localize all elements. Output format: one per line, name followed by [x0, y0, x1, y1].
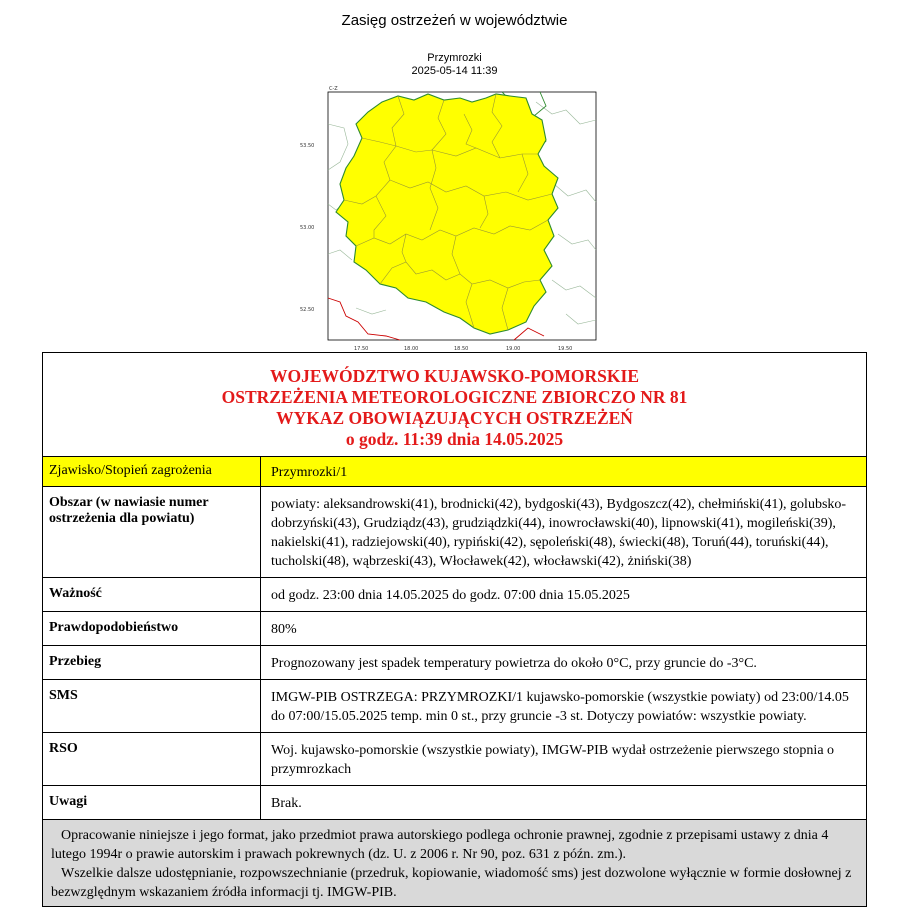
lon-label: 19.50	[558, 346, 573, 352]
lon-label: 19.00	[506, 346, 521, 352]
row-area	[43, 487, 867, 578]
warning-header	[43, 353, 867, 457]
warning-table	[42, 352, 867, 907]
header-datetime: o godz. 11:39 dnia 14.05.2025	[345, 429, 564, 449]
row-label: Przebieg	[43, 646, 261, 680]
row-value: Przymrozki/1	[261, 457, 867, 487]
row-label: Zjawisko/Stopień zagrożenia	[43, 457, 261, 487]
map-svg	[296, 84, 612, 356]
lat-label: 53.50	[300, 143, 315, 149]
lon-label: 17.50	[354, 346, 369, 352]
map-corner-label: C-Z	[329, 86, 338, 92]
lat-label: 52.50	[300, 307, 315, 313]
row-phenomenon	[43, 457, 867, 487]
row-probability	[43, 612, 867, 646]
warning-map	[296, 84, 612, 356]
row-sms	[43, 680, 867, 733]
header-bulletin: OSTRZEŻENIA METEOROLOGICZNE ZBIORCZO NR 81	[221, 387, 688, 407]
row-copyright	[43, 820, 867, 907]
row-value: od godz. 23:00 dnia 14.05.2025 do godz. 07:00 dnia 15.05.2025	[261, 578, 867, 612]
row-course	[43, 646, 867, 680]
map-caption-phenomenon: Przymrozki	[427, 52, 482, 64]
row-label: Prawdopodobieństwo	[43, 612, 261, 646]
page-title: Zasięg ostrzeżeń w województwie	[341, 12, 568, 29]
lon-label: 18.50	[454, 346, 469, 352]
row-label: SMS	[43, 680, 261, 733]
header-list-title: WYKAZ OBOWIĄZUJĄCYCH OSTRZEŻEŃ	[276, 408, 633, 428]
row-value: Woj. kujawsko-pomorskie (wszystkie powiaty), IMGW-PIB wydał ostrzeżenie pierwszego stopnia o przymrozkach	[261, 733, 867, 786]
row-validity	[43, 578, 867, 612]
row-rso	[43, 733, 867, 786]
lon-label: 18.00	[404, 346, 419, 352]
row-remarks	[43, 786, 867, 820]
copyright-notice	[43, 820, 867, 907]
redistribution-paragraph: Wszelkie dalsze udostępnianie, rozpowszechnianie (przedruk, kopiowanie, wiadomość sms) jest dozwolone wyłącznie w formie dosłownej z bezwzględnym wskazaniem źródła informacji tj. IMGW-PIB.	[51, 866, 852, 900]
row-label: Ważność	[43, 578, 261, 612]
header-region: WOJEWÓDZTWO KUJAWSKO-POMORSKIE	[270, 366, 639, 386]
row-label: RSO	[43, 733, 261, 786]
row-label: Obszar (w nawiasie numer ostrzeżenia dla powiatu)	[43, 487, 261, 578]
row-value: Prognozowany jest spadek temperatury powietrza do około 0°C, przy gruncie do -3°C.	[261, 646, 867, 680]
row-value: powiaty: aleksandrowski(41), brodnicki(42), bydgoski(43), Bydgoszcz(42), chełmiński(41), golubsko-dobrzyński(43), Grudziądz(43), grudziądzki(44), inowrocławski(40), lipnowski(41), mogileński(39), nakielski(41), radziejowski(40), rypiński(42), sępoleński(48), świecki(48), Toruń(44), toruński(44), tucholski(48), wąbrzeski(43), Włocławek(42), włocławski(42), żniński(38)	[261, 487, 867, 578]
row-value: IMGW-PIB OSTRZEGA: PRZYMROZKI/1 kujawsko-pomorskie (wszystkie powiaty) od 23:00/14.05 do 07:00/15.05.2025 temp. min 0 st., przy gruncie -3 st. Dotyczy powiatów: wszystkie powiaty.	[261, 680, 867, 733]
map-caption-timestamp: 2025-05-14 11:39	[411, 65, 498, 77]
row-label: Uwagi	[43, 786, 261, 820]
lat-label: 53.00	[300, 225, 315, 231]
copyright-paragraph: Opracowanie niniejsze i jego format, jako przedmiot prawa autorskiego podlega ochronie prawnej, zgodnie z przepisami ustawy z dnia 4 lutego 1994r o prawie autorskim i prawach pokrewnych (dz. U. z 2006 r. Nr 90, poz. 631 z późn. zm.).	[51, 828, 829, 862]
row-value: Brak.	[261, 786, 867, 820]
row-value: 80%	[261, 612, 867, 646]
